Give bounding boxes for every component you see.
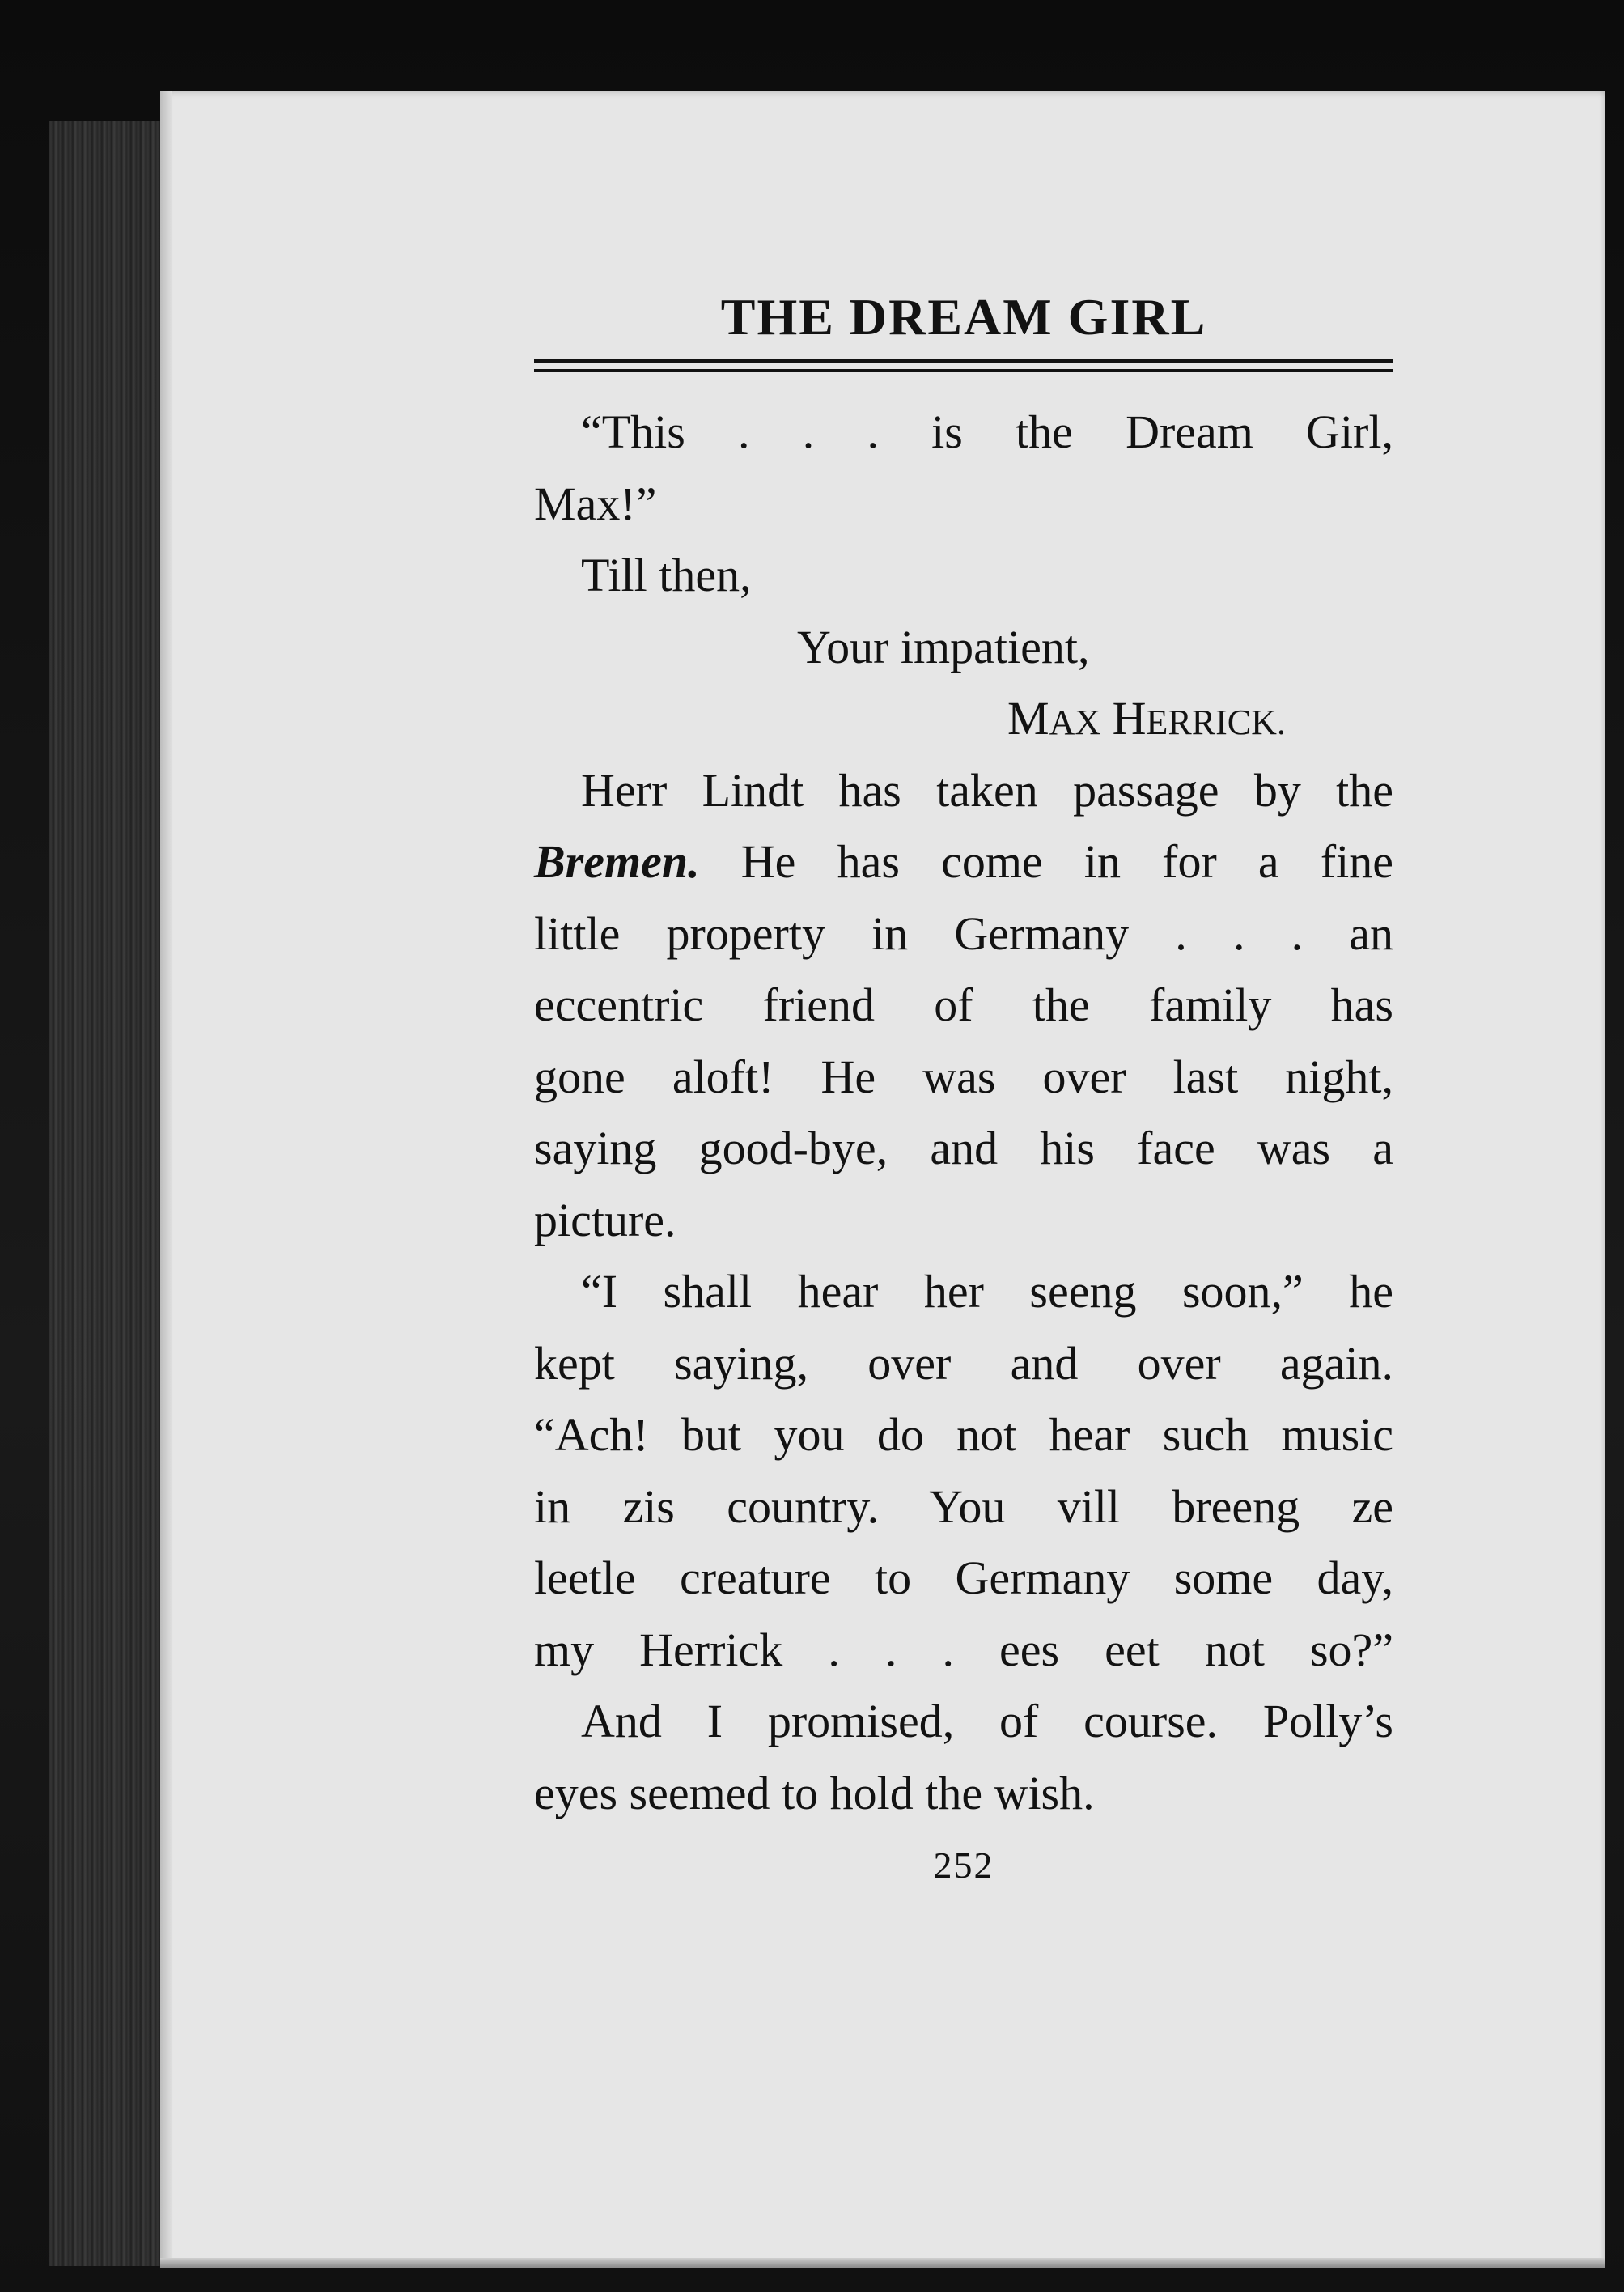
text-line: Till then, bbox=[581, 549, 752, 601]
text-line: picture. bbox=[534, 1193, 676, 1246]
text-block bbox=[534, 288, 1394, 1887]
text-line: Herr Lindt has taken passage by the bbox=[581, 763, 1393, 817]
text-line: leetle creature to Germany some day, bbox=[534, 1551, 1393, 1604]
book-binding bbox=[49, 121, 162, 2266]
text-line: eccentric friend of the family has bbox=[534, 978, 1393, 1031]
page-left-edge bbox=[160, 91, 172, 2268]
text-line: Bremen. He has come in for a fine bbox=[534, 835, 1394, 888]
text-line: eyes seemed to hold the wish. bbox=[534, 1766, 1095, 1819]
text-line: gone aloft! He was over last night, bbox=[534, 1050, 1393, 1103]
page-bottom-edge bbox=[160, 2258, 1605, 2268]
running-head: THE DREAM GIRL bbox=[720, 288, 1207, 346]
text-line: Max!” bbox=[534, 477, 657, 530]
text-line: saying good-bye, and his face was a bbox=[534, 1122, 1393, 1174]
text-line: “I shall hear her seeng soon,” he bbox=[581, 1265, 1393, 1318]
letter-closing: Your impatient, bbox=[797, 620, 1090, 673]
text-line: “This . . . is the Dream Girl, bbox=[581, 405, 1393, 458]
page-number: 252 bbox=[933, 1844, 994, 1886]
text-line: “Ach! but you do not hear such music bbox=[534, 1408, 1393, 1461]
text-line: kept saying, over and over again. bbox=[534, 1336, 1393, 1390]
header-double-rule bbox=[534, 359, 1393, 372]
text-line: in zis country. You vill breeng ze bbox=[534, 1479, 1393, 1533]
text-line: And I promised, of course. Polly’s bbox=[581, 1695, 1393, 1747]
text-line: little property in Germany . . . an bbox=[534, 906, 1393, 960]
text-line: my Herrick . . . ees eet not so?” bbox=[534, 1623, 1393, 1676]
letter-signature: MAX HERRICK. bbox=[1007, 692, 1286, 745]
ship-name: Bremen. bbox=[534, 835, 700, 888]
